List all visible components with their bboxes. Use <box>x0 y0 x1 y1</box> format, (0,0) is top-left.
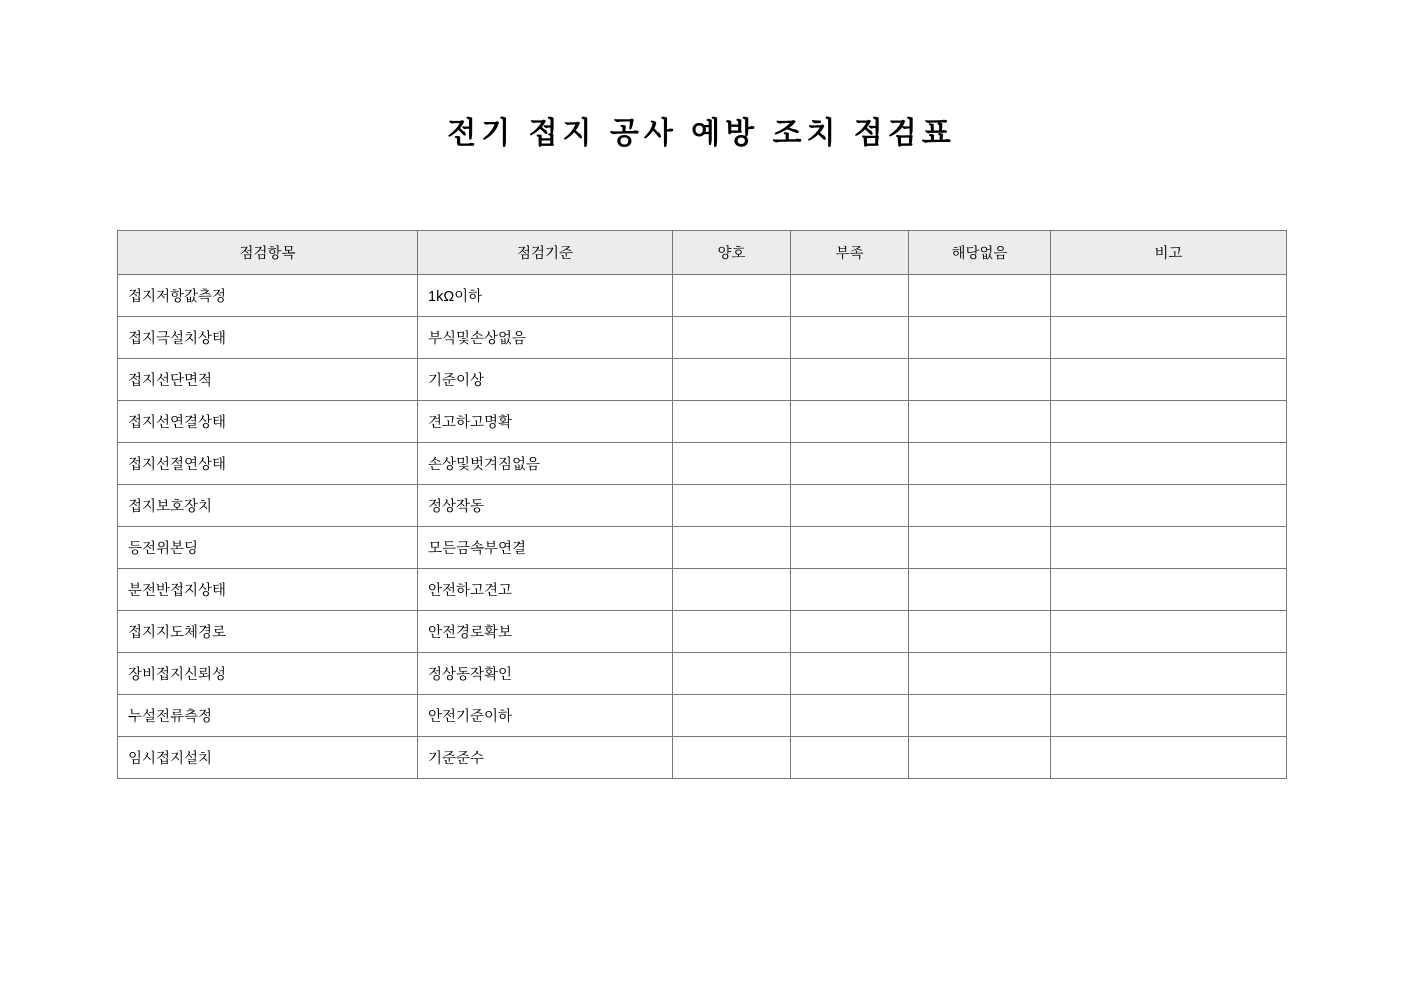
table-row <box>118 653 1287 695</box>
cell-good[interactable] <box>673 653 791 695</box>
cell-na[interactable] <box>909 527 1051 569</box>
cell-criteria: 안전경로확보 <box>418 611 673 653</box>
table-row <box>118 569 1287 611</box>
column-header-item: 점검항목 <box>118 231 418 275</box>
cell-note[interactable] <box>1051 653 1287 695</box>
cell-good[interactable] <box>673 359 791 401</box>
cell-good[interactable] <box>673 611 791 653</box>
cell-note[interactable] <box>1051 401 1287 443</box>
cell-good[interactable] <box>673 443 791 485</box>
cell-good[interactable] <box>673 569 791 611</box>
cell-na[interactable] <box>909 317 1051 359</box>
cell-criteria: 견고하고명확 <box>418 401 673 443</box>
cell-na[interactable] <box>909 611 1051 653</box>
cell-item: 접지보호장치 <box>118 485 418 527</box>
cell-poor[interactable] <box>791 653 909 695</box>
cell-na[interactable] <box>909 485 1051 527</box>
table-row <box>118 401 1287 443</box>
cell-item: 누설전류측정 <box>118 695 418 737</box>
cell-note[interactable] <box>1051 695 1287 737</box>
cell-criteria: 부식및손상없음 <box>418 317 673 359</box>
cell-item: 등전위본딩 <box>118 527 418 569</box>
cell-good[interactable] <box>673 401 791 443</box>
table-row <box>118 317 1287 359</box>
cell-poor[interactable] <box>791 611 909 653</box>
cell-item: 장비접지신뢰성 <box>118 653 418 695</box>
cell-note[interactable] <box>1051 569 1287 611</box>
cell-good[interactable] <box>673 485 791 527</box>
cell-item: 분전반접지상태 <box>118 569 418 611</box>
cell-note[interactable] <box>1051 737 1287 779</box>
cell-good[interactable] <box>673 695 791 737</box>
cell-good[interactable] <box>673 527 791 569</box>
cell-good[interactable] <box>673 317 791 359</box>
column-header-good: 양호 <box>673 231 791 275</box>
cell-criteria: 1kΩ이하 <box>418 275 673 317</box>
cell-criteria: 기준이상 <box>418 359 673 401</box>
page-title: 전기 접지 공사 예방 조치 점검표 <box>447 117 956 150</box>
checklist-table-container <box>0 230 1403 779</box>
cell-item: 접지선절연상태 <box>118 443 418 485</box>
cell-note[interactable] <box>1051 443 1287 485</box>
cell-item: 접지극설치상태 <box>118 317 418 359</box>
cell-na[interactable] <box>909 653 1051 695</box>
cell-poor[interactable] <box>791 317 909 359</box>
cell-good[interactable] <box>673 737 791 779</box>
cell-poor[interactable] <box>791 401 909 443</box>
cell-criteria: 안전하고견고 <box>418 569 673 611</box>
cell-na[interactable] <box>909 443 1051 485</box>
cell-note[interactable] <box>1051 275 1287 317</box>
table-header <box>118 231 1287 275</box>
table-body <box>118 275 1287 779</box>
cell-note[interactable] <box>1051 359 1287 401</box>
column-header-poor: 부족 <box>791 231 909 275</box>
table-row <box>118 443 1287 485</box>
column-header-note: 비고 <box>1051 231 1287 275</box>
cell-poor[interactable] <box>791 737 909 779</box>
cell-na[interactable] <box>909 275 1051 317</box>
cell-poor[interactable] <box>791 359 909 401</box>
cell-poor[interactable] <box>791 443 909 485</box>
table-row <box>118 695 1287 737</box>
cell-na[interactable] <box>909 401 1051 443</box>
cell-note[interactable] <box>1051 527 1287 569</box>
cell-poor[interactable] <box>791 485 909 527</box>
cell-item: 임시접지설치 <box>118 737 418 779</box>
cell-poor[interactable] <box>791 695 909 737</box>
cell-na[interactable] <box>909 695 1051 737</box>
cell-criteria: 손상및벗겨짐없음 <box>418 443 673 485</box>
column-header-criteria: 점검기준 <box>418 231 673 275</box>
table-row <box>118 611 1287 653</box>
cell-good[interactable] <box>673 275 791 317</box>
cell-poor[interactable] <box>791 275 909 317</box>
cell-poor[interactable] <box>791 569 909 611</box>
cell-note[interactable] <box>1051 611 1287 653</box>
checklist-table <box>117 230 1287 779</box>
cell-criteria: 안전기준이하 <box>418 695 673 737</box>
cell-item: 접지선단면적 <box>118 359 418 401</box>
table-row <box>118 737 1287 779</box>
cell-item: 접지저항값측정 <box>118 275 418 317</box>
table-row <box>118 485 1287 527</box>
table-header-row <box>118 231 1287 275</box>
cell-item: 접지선연결상태 <box>118 401 418 443</box>
cell-criteria: 정상작동 <box>418 485 673 527</box>
table-row <box>118 359 1287 401</box>
table-row <box>118 275 1287 317</box>
cell-criteria: 모든금속부연결 <box>418 527 673 569</box>
cell-note[interactable] <box>1051 485 1287 527</box>
cell-criteria: 정상동작확인 <box>418 653 673 695</box>
cell-criteria: 기준준수 <box>418 737 673 779</box>
cell-note[interactable] <box>1051 317 1287 359</box>
column-header-na: 해당없음 <box>909 231 1051 275</box>
cell-na[interactable] <box>909 737 1051 779</box>
cell-poor[interactable] <box>791 527 909 569</box>
cell-item: 접지지도체경로 <box>118 611 418 653</box>
cell-na[interactable] <box>909 569 1051 611</box>
table-row <box>118 527 1287 569</box>
cell-na[interactable] <box>909 359 1051 401</box>
